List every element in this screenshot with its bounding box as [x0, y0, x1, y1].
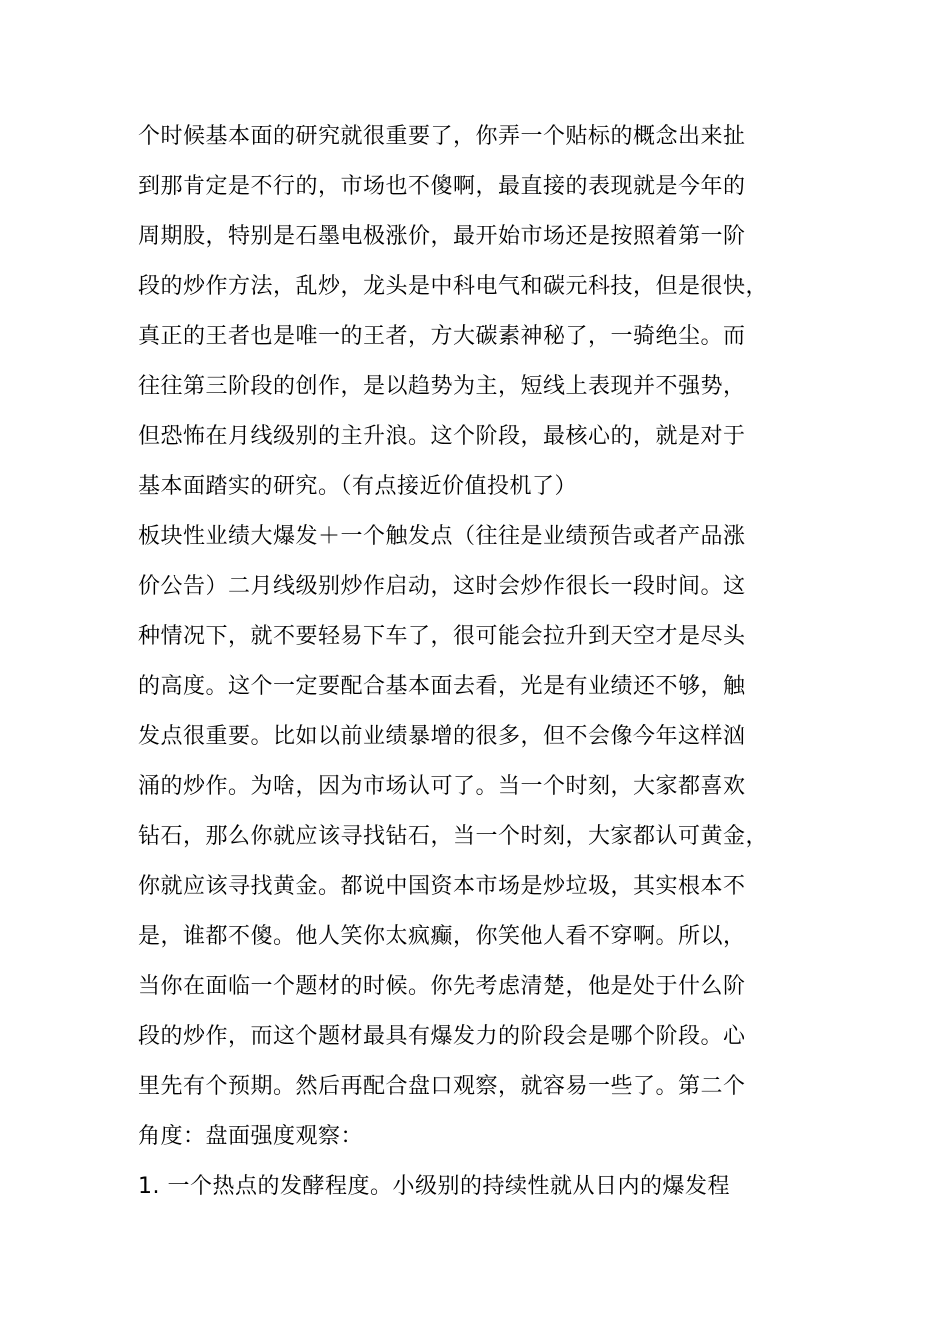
text-line: 角度：盘面强度观察：	[138, 1124, 364, 1149]
text-line: 种情况下，就不要轻易下车了，很可能会拉升到天空才是尽头	[138, 624, 746, 649]
text-line: 当你在面临一个题材的时候。你先考虑清楚，他是处于什么阶	[138, 974, 746, 999]
text-line: 周期股，特别是石墨电极涨价，最开始市场还是按照着第一阶	[138, 224, 746, 249]
list-item: 1. 一个热点的发酵程度。小级别的持续性就从日内的爆发程	[138, 1174, 730, 1199]
text-line: 往往第三阶段的创作，是以趋势为主，短线上表现并不强势，	[138, 374, 746, 399]
body-text	[138, 112, 828, 1212]
text-line: 涌的炒作。为啥，因为市场认可了。当一个时刻，大家都喜欢	[138, 774, 746, 799]
text-line: 段的炒作方法，乱炒，龙头是中科电气和碳元科技，但是很快，	[138, 274, 769, 299]
text-line: 板块性业绩大爆发＋一个触发点（往往是业绩预告或者产品涨	[138, 524, 746, 549]
text-line: 段的炒作，而这个题材最具有爆发力的阶段会是哪个阶段。心	[138, 1024, 746, 1049]
text-line: 价公告）二月线级别炒作启动，这时会炒作很长一段时间。这	[138, 574, 746, 599]
text-line: 基本面踏实的研究。（有点接近价值投机了）	[138, 474, 578, 499]
text-line: 你就应该寻找黄金。都说中国资本市场是炒垃圾，其实根本不	[138, 874, 746, 899]
text-line: 但恐怖在月线级别的主升浪。这个阶段，最核心的，就是对于	[138, 424, 746, 449]
text-line: 真正的王者也是唯一的王者，方大碳素神秘了，一骑绝尘。而	[138, 324, 746, 349]
text-line: 是，谁都不傻。他人笑你太疯癫，你笑他人看不穿啊。所以，	[138, 924, 746, 949]
text-line: 里先有个预期。然后再配合盘口观察，就容易一些了。第二个	[138, 1074, 746, 1099]
text-line: 到那肯定是不行的，市场也不傻啊，最直接的表现就是今年的	[138, 174, 746, 199]
text-line: 的高度。这个一定要配合基本面去看，光是有业绩还不够，触	[138, 674, 746, 699]
text-line: 个时候基本面的研究就很重要了，你弄一个贴标的概念出来扯	[138, 124, 746, 149]
text-line: 发点很重要。比如以前业绩暴增的很多，但不会像今年这样汹	[138, 724, 746, 749]
text-line: 钻石，那么你就应该寻找钻石，当一个时刻，大家都认可黄金，	[138, 824, 769, 849]
